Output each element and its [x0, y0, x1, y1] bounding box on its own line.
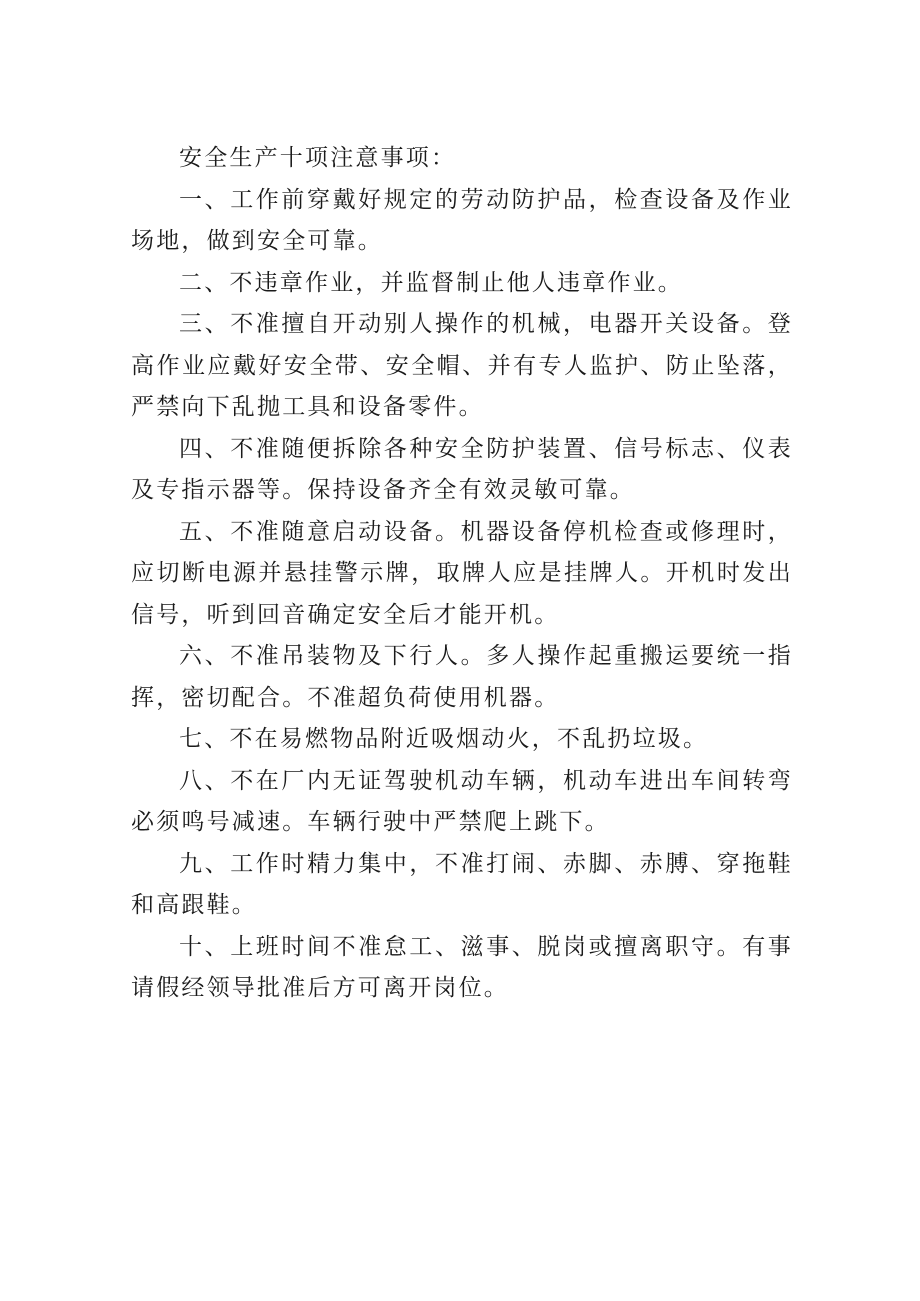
rule-item-9: 九、工作时精力集中，不准打闹、赤脚、赤膊、穿拖鞋和高跟鞋。: [131, 850, 793, 918]
document-heading: 安全生产十项注意事项：: [179, 145, 457, 171]
rule-item-4: 四、不准随便拆除各种安全防护装置、信号标志、仪表及专指示器等。保持设备齐全有效灵敏可靠。: [131, 435, 793, 503]
rule-item-5: 五、不准随意启动设备。机器设备停机检查或修理时，应切断电源并悬挂警示牌，取牌人应是挂牌人。开机时发出信号，听到回音确定安全后才能开机。: [131, 518, 793, 628]
rule-item-10: 十、上班时间不准怠工、滋事、脱岗或擅离职守。有事请假经领导批准后方可离开岗位。: [131, 933, 793, 1001]
rule-item-7: 七、不在易燃物品附近吸烟动火，不乱扔垃圾。: [179, 726, 709, 752]
rule-item-6: 六、不准吊装物及下行人。多人操作起重搬运要统一指挥，密切配合。不准超负荷使用机器。: [131, 643, 793, 711]
rule-item-8: 八、不在厂内无证驾驶机动车辆，机动车进出车间转弯必须鸣号减速。车辆行驶中严禁爬上跳下。: [131, 767, 793, 835]
rule-item-1: 一、工作前穿戴好规定的劳动防护品，检查设备及作业场地，做到安全可靠。: [131, 186, 793, 254]
rule-item-3: 三、不准擅自开动别人操作的机械，电器开关设备。登高作业应戴好安全带、安全帽、并有专人监护、防止坠落，严禁向下乱抛工具和设备零件。: [131, 311, 793, 420]
rule-item-2: 二、不违章作业，并监督制止他人违章作业。: [179, 269, 683, 296]
document-body: [131, 138, 793, 1010]
